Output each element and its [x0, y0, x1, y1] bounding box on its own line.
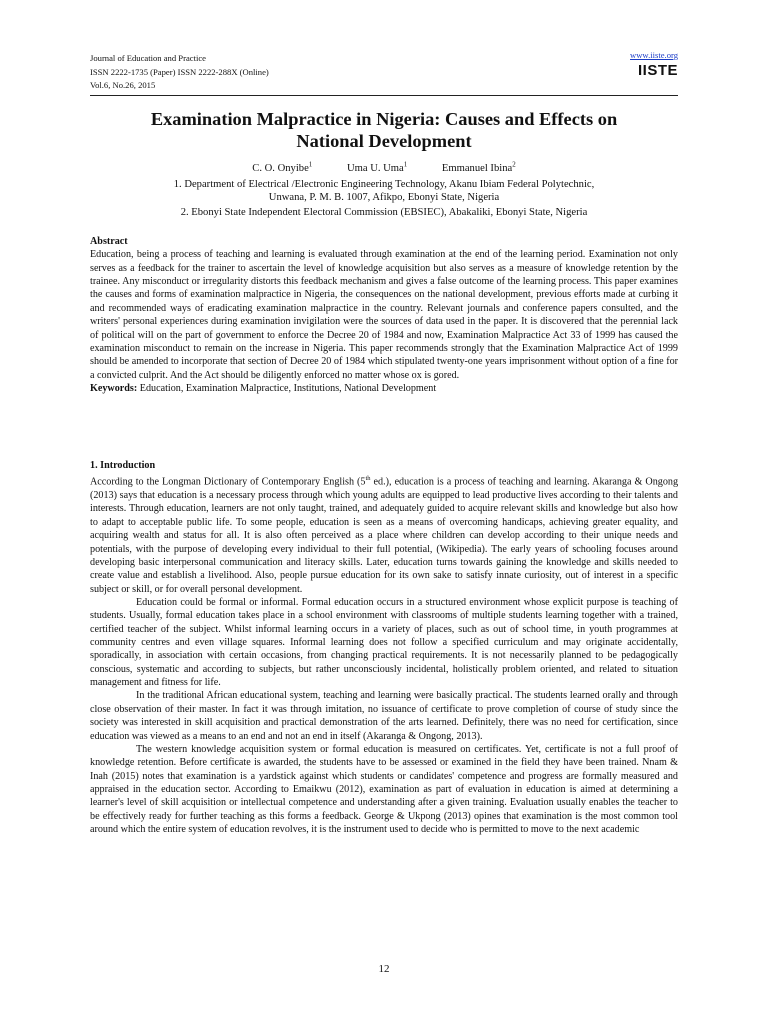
title-line-2: National Development — [296, 131, 472, 151]
abstract-section — [90, 235, 678, 395]
iiste-logo: IISTE — [637, 62, 678, 79]
paragraph: Education could be formal or informal. Formal education occurs in a structured environment whose explicit purpose is teaching of students. Usually, formal education takes place in a school environment with classrooms of multiple students learning together with a trained, certified teacher of the subject. Whilst informal learning occurs in a variety of places, such as out of school time, in youth programmes at community centres and even village squares. Informal learning does not follow a specified curriculum and may originate accidentally, sporadically, in association with certain occasions, from changing practical requirements. It is not necessarily planned to be pedagogically conscious, systematic and according to subjects, but rather unconsciously incidental, holistically problem oriented, and related to situation management and fitness for life. — [90, 596, 678, 689]
publisher-header — [630, 50, 678, 79]
paragraph: The western knowledge acquisition system or formal education is measured on certificates. Yet, certificate is not a full proof of knowledge retention. Before certificate is awarded, the students have to be assessed or examined in the field they have been trained. Nnam & Inah (2015) notes that examination is a yardstick against which students or candidates' competence and progress are formally measured and appraised in the education sector. According to Emaikwu (2012), examination as part of evaluation in education is aimed at determining a learner's level of skill acquisition or intellectual competence and understanding after a given training. Evaluation usually enables the teacher to be effectively ready for further teaching as this forms a feedback. George & Ukpong (2013) opines that examination is the most common tool around which the entire system of education revolves, it is the instrument used to decide who is permitted to move to the next academic — [90, 743, 678, 836]
header-divider — [90, 95, 678, 96]
author: C. O. Onyibe$^1$ — [252, 160, 313, 174]
keywords-text: Education, Examination Malpractice, Institutions, National Development — [137, 382, 437, 394]
journal-name: Journal of Education and Practice — [90, 53, 206, 63]
paper-title — [90, 108, 678, 152]
abstract-text: Education, being a process of teaching and learning is evaluated through examination at the end of the learning period. Examination not only serves as a feedback for the trainer to ascertain the level of knowledge acquisition but also serves as a measure of knowledge retention by the trainee. Any misconduct or irregularity distorts this feedback mechanism and gives a false outcome of the learning process. This paper examines the causes and forms of examination malpractice in Nigeria, the consequences on the national development, previous efforts made at curbing it and recommended ways of eradicating examination malpractice in the country. Relevant journals and conference papers consulted, and the writers' personal experiences during examination invigilation were the sources of data used in the paper. It is discovered that the perennial lack of political will on the part of government to enforce the Decree 20 of 1984 and now, Examination Malpractice Act 33 of 1999 has caused the examination misconduct to remain on the increase in Nigeria. This paper recommends strongly that the Examination Malpractice Act of 1999 should be amended to incorporate that section of Decree 20 of 1984 which stipulated twenty-one years imprisonment without option of a fine for a convicted culprit. And the Act should be diligently enforced no matter whose ox is gored. — [90, 249, 678, 381]
affiliation-2: 2. Ebonyi State Independent Electoral Commission (EBSIEC), Abakaliki, Ebonyi State, Nigeria — [180, 207, 588, 218]
introduction-section — [90, 459, 678, 836]
affiliation-1: 1. Department of Electrical /Electronic Engineering Technology, Akanu Ibiam Federal Polytechnic, Unwana, P. M. B. 1007, Afikpo, Ebonyi State, Nigeria — [173, 179, 595, 204]
page-number: 12 — [378, 963, 390, 975]
author-list — [90, 160, 678, 174]
volume-line: Vol.6, No.26, 2015 — [90, 80, 156, 91]
journal-header — [90, 52, 269, 93]
journal-url-link[interactable]: www.iiste.org — [630, 50, 678, 60]
paragraph: According to the Longman Dictionary of Contemporary English (5th ed.), education is a process of teaching and learning. Akaranga & Ongong (2013) says that education is a necessary process through which young adults are equipped to lead productive lives according to their talents and interests. Through education, learners are not only taught, trained, and adequately guided to acquire relevant skills and knowledge but also how to adapt to acceptable public life. To some people, education is seen as a means of overcoming handicaps, achieving greater equality, and acquiring wealth and status for all. It is also often perceived as a place where children can develop according to their unique needs and potentials, with the purpose of developing every individual to their full potential, (Wikipedia). The early years of schooling focuses around developing basic interpersonal communication and literacy skills. Later, education turns towards gaining the knowledge and skills needed to create value and establish a livelihood. Also, people pursue education for its own sake to satisfy innate curiosity, out of interest in a specific subject or skill, or for overall personal development. — [90, 475, 679, 595]
section-heading: 1. Introduction — [90, 460, 156, 471]
keywords-line — [90, 382, 678, 395]
abstract-heading: Abstract — [90, 236, 128, 247]
keywords-label: Keywords: — [90, 382, 138, 394]
author: Emmanuel Ibina$^2$ — [441, 160, 516, 174]
paragraph: In the traditional African educational system, teaching and learning were basically practical. The students learned orally and through close observation of their master. In fact it was through imitation, no issuance of certificate to prove completion of course of study since the society was interested in skill acquisition and practical demonstration of the arts learned. Definitely, there was no need for certification, since education was viewed as a means to an end and not an end in itself (Akaranga & Ongong, 2013). — [90, 690, 678, 742]
author: Uma U. Uma$^1$ — [346, 160, 408, 174]
title-line-1: Examination Malpractice in Nigeria: Causes and Effects on — [150, 109, 618, 129]
issn-line: ISSN 2222-1735 (Paper) ISSN 2222-288X (Online) — [90, 66, 269, 77]
